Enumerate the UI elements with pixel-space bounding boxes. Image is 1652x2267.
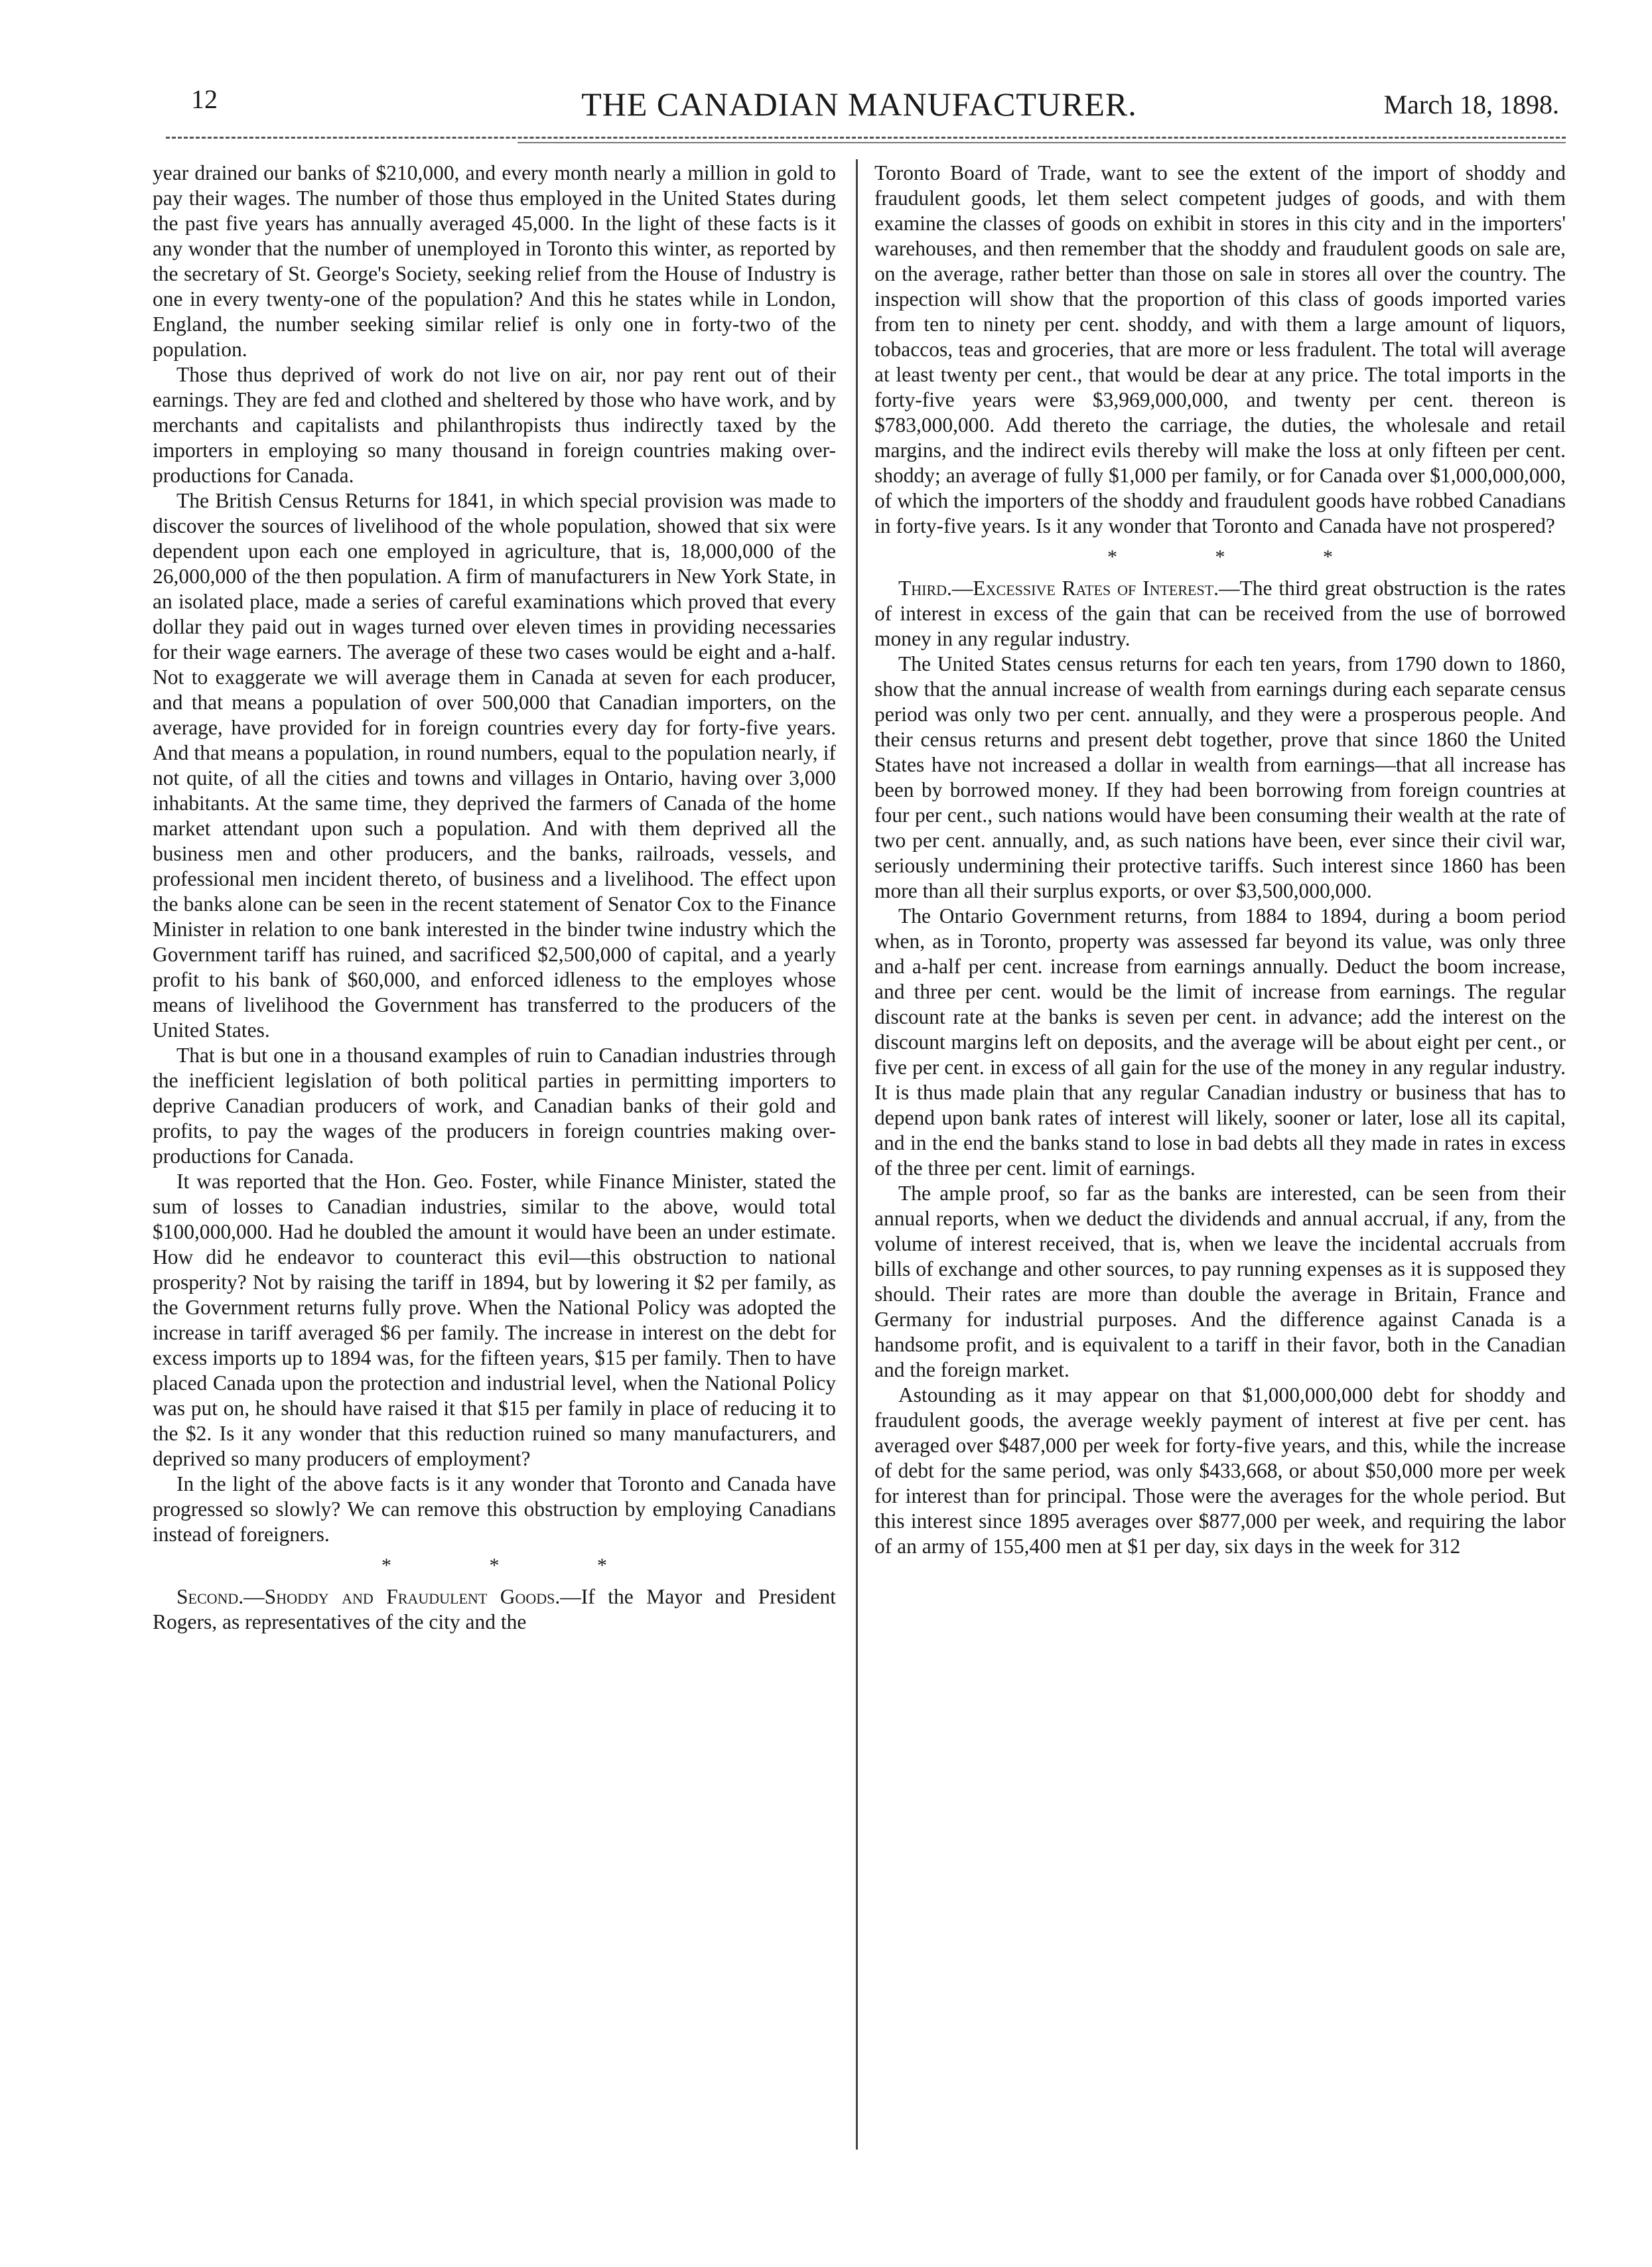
paragraph: The ample proof, so far as the banks are interested, can be seen from their annual reports, when we deduct the dividends and annual accrual, if any, from the volume of interest received, that is, when we leave the incidental accruals from bills of exchange and other sources, to pay running expenses as it is supposed they should. Their rates are more than double the average in Britain, France and Germany for industrial purposes. And the difference against Canada is a handsome profit, and is equivalent to a tariff in their favor, both in the Canadian and the foreign market. — [874, 1182, 1566, 1381]
paragraph: Those thus deprived of work do not live on air, nor pay rent out of their earnings. They are fed and clothed and sheltered by those who have work, and by merchants and capitalists and philanthropists thus indirectly taxed by the importers in employing so many thousand in foreign countries making over-productions for Canada. — [153, 363, 836, 487]
left-column — [153, 161, 836, 1635]
section-text: —The third great obstruction is the rates of interest in excess of the gain that can be received from the use of borrowed money in any regular industry. — [874, 577, 1566, 650]
column-divider — [856, 159, 858, 2150]
right-column — [874, 161, 1566, 1559]
page-header — [153, 78, 1566, 131]
paragraph: The United States census returns for each ten years, from 1790 down to 1860, show that the annual increase of wealth from earnings during each separate census period was only two per cent. annually, and they were a prosperous people. And their census returns and present debt together, prove that since 1860 the United States have not increased a dollar in wealth from earnings—that all increase has been by borrowed money. If they had been borrowing from foreign countries at four per cent., such nations would have been consuming their wealth at the rate of two per cent. annually, and, as such nations have been, ever since their civil war, seriously undermining their protective tariffs. Such interest since 1860 has been more than all their surplus exports, or over $3,500,000,000. — [874, 652, 1566, 902]
header-rule-secondary — [517, 142, 1566, 143]
section-heading: Second.—Shoddy and Fraudulent Goods. — [176, 1585, 561, 1608]
section-second — [153, 1584, 836, 1635]
paragraph: Toronto Board of Trade, want to see the extent of the import of shoddy and fraudulent goods, let them select competent judges of goods, and with them examine the classes of goods on exhibit in stores in this city and in the importers' warehouses, and then remember that the shoddy and fraudulent goods on sale are, on the average, rather better than those on sale in stores all over the country. The inspection will show that the proportion of this class of goods imported varies from ten to ninety per cent. shoddy, and with them a large amount of liquors, tobaccos, teas and groceries, that are more or less fradulent. The total will average at least twenty per cent., that would be dear at any price. The total imports in the forty-five years were $3,969,000,000, and twenty per cent. thereon is $783,000,000. Add thereto the carriage, the duties, the wholesale and retail margins, and the indirect evils thereby will make the loss at only fifteen per cent. shoddy; an average of fully $1,000 per family, or for Canada over $1,000,000,000, of which the importers of the shoddy and fraudulent goods have robbed Canadians in forty-five years. Is it any wonder that Toronto and Canada have not prospered? — [874, 161, 1566, 537]
paragraph: That is but one in a thousand examples of ruin to Canadian industries through the inefficient legislation of both political parties in permitting importers to deprive Canadian producers of work, and Canadian banks of their gold and profits, to pay the wages of the producers in foreign countries making over-productions for Canada. — [153, 1044, 836, 1168]
section-text: —If the Mayor and President Rogers, as representatives of the city and the — [153, 1585, 836, 1633]
header-rule — [166, 137, 1566, 139]
section-separator: * * * — [381, 1554, 654, 1576]
masthead-title: THE CANADIAN MANUFACTURER. — [581, 86, 1137, 123]
section-heading: Third.—Excessive Rates of Interest. — [898, 577, 1219, 600]
paragraph: year drained our banks of $210,000, and every month nearly a million in gold to pay their wages. The number of those thus employed in the United States during the past five years has annually averaged 45,000. In the light of these facts is it any wonder that the number of unemployed in Toronto this winter, as reported by the secretary of St. George's Society, seeking relief from the House of Industry is one in every twenty-one of the population? And this he states while in London, England, the number seeking similar relief is only one in forty-two of the population. — [153, 161, 836, 361]
paragraph: Astounding as it may appear on that $1,000,000,000 debt for shoddy and fraudulent goods, the average weekly payment of interest at five per cent. has averaged over $487,000 per week for forty-five years, and this, while the increase of debt for the same period, was only $433,668, or about $50,000 more per week for interest than for principal. Those were the averages for the whole period. But this interest since 1895 averages over $877,000 per week, and requiring the labor of an army of 155,400 men at $1 per day, six days in the week for 312 — [874, 1383, 1566, 1558]
paragraph: The British Census Returns for 1841, in which special provision was made to discover the sources of livelihood of the whole population, showed that six were dependent upon each one employed in agriculture, that is, 18,000,000 of the 26,000,000 of the then population. A firm of manufacturers in New York State, in an isolated place, made a series of careful examinations which proved that every dollar they paid out in wages turned over eleven times in providing necessaries for their wage earners. The average of these two cases would be eight and a-half. Not to exaggerate we will average them in Canada at seven for each producer, and that means a population of over 500,000 that Canadian importers, on the average, have provided for in foreign countries every day for forty-five years. And that means a population, in round numbers, equal to the population nearly, if not quite, of all the cities and towns and villages in Ontario, having over 3,000 inhabitants. At the same time, they deprived the farmers of Canada of the home market attendant upon such a population. And with them deprived all the business men and other producers, and the banks, railroads, vessels, and professional men incident thereto, of business and a livelihood. The effect upon the banks alone can be seen in the recent statement of Senator Cox to the Finance Minister in relation to one bank interested in the binder twine industry which the Government tariff has ruined, and sacrificed $2,500,000 of capital, and a yearly profit to his bank of $60,000, and enforced idleness to the employes whose means of livelihood the Government has transferred to the producers of the United States. — [153, 489, 836, 1042]
paragraph: The Ontario Government returns, from 1884 to 1894, during a boom period when, as in Toronto, property was assessed far beyond its value, was only three and a-half per cent. increase from earnings annually. Deduct the boom increase, and three per cent. would be the limit of increase from earnings. The regular discount rate at the banks is seven per cent. in advance; add the interest on the discount margins left on deposits, and the average will be about eight per cent., or five per cent. in excess of all gain for the use of the money in any regular industry. It is thus made plain that any regular Canadian industry or business that has to depend upon bank rates of interest will likely, sooner or later, lose all its capital, and in the end the banks stand to lose in bad debts all they made in rates in excess of the three per cent. limit of earnings. — [874, 904, 1566, 1180]
issue-date: March 18, 1898. — [1383, 90, 1559, 119]
page-number: 12 — [191, 84, 218, 114]
section-third — [874, 576, 1566, 652]
paragraph: It was reported that the Hon. Geo. Foster, while Finance Minister, stated the sum of losses to Canadian industries, similar to the above, would total $100,000,000. Had he doubled the amount it would have been an under estimate. How did he endeavor to counteract this evil—this obstruction to national prosperity? Not by raising the tariff in 1894, but by lowering it $2 per family, as the Government returns fully prove. When the National Policy was adopted the increase in tariff averaged $6 per family. The increase in interest on the debt for excess imports up to 1894 was, for the fifteen years, $15 per family. Then to have placed Canada upon the protection and industrial level, when the National Policy was put on, he should have raised it that $15 per family in place of reducing it to the $2. Is it any wonder that this reduction ruined so many manufacturers, and deprived so many producers of employment? — [153, 1170, 836, 1470]
paragraph: In the light of the above facts is it any wonder that Toronto and Canada have progressed so slowly? We can remove this obstruction by employing Canadians instead of foreigners. — [153, 1472, 836, 1546]
section-separator: * * * — [1107, 546, 1379, 568]
